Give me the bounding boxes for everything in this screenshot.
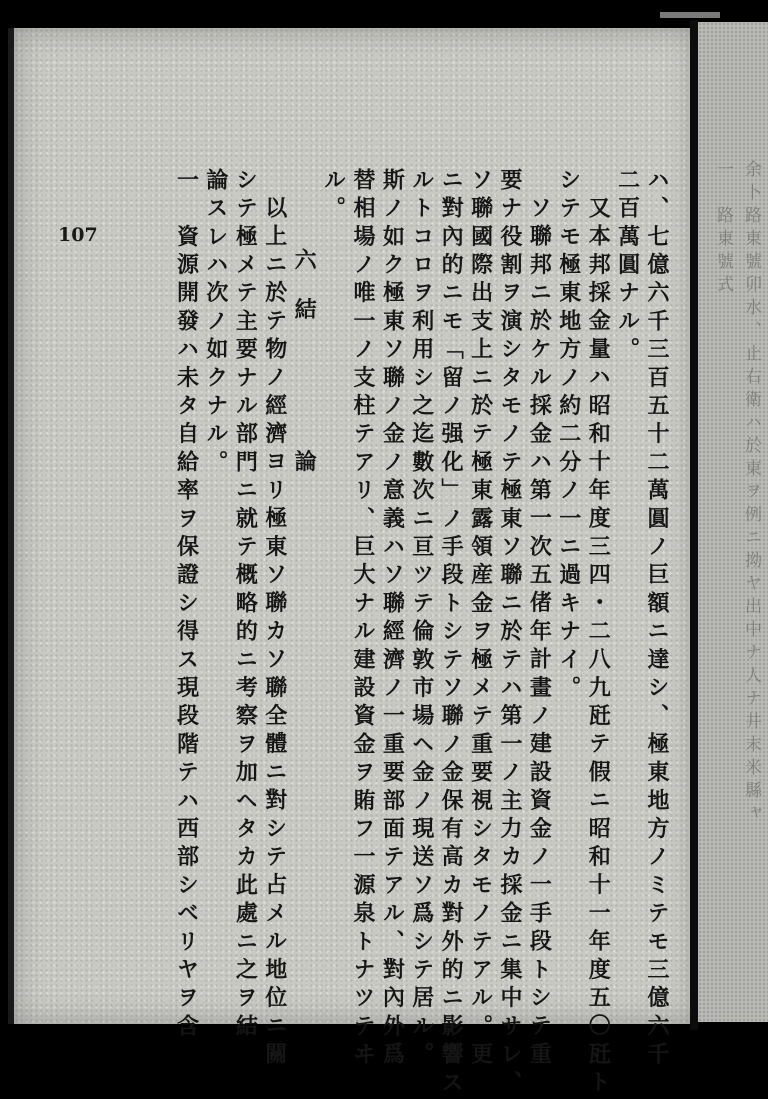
facing-text-line: 一 路東號式 bbox=[713, 160, 733, 298]
text-line: 二百萬圓ナル。 bbox=[614, 168, 641, 366]
text-line: ハ、七億六千三百五十二萬圓ノ巨額ニ達シ、極東地方ノミテモ三億六千 bbox=[644, 168, 670, 1071]
facing-text-line: 余卜路東號卯水、止右衛ハ於東ヲ例ニ拗ヤ出中ナ人ナ井末米縣ャ bbox=[741, 160, 761, 827]
book-page bbox=[8, 28, 696, 1099]
text-line: 要ナ役割ヲ演シタモノテ極東ソ聯ニ於テハ第一ノ主力カ採金ニ集中サレ、 bbox=[496, 168, 523, 1099]
text-line: ソ聯國際出支上ニ於テ極東露領産金ヲ極メテ重要視シタモノテアル。更 bbox=[467, 168, 494, 1071]
text-line: 斯ノ如ク極東ソ聯ノ金ノ意義ハソ聯經濟ノ一重要部面テアル、對內外爲 bbox=[379, 168, 406, 1071]
text-line: 一 資源開發ハ未タ自給率ヲ保證シ得ス現段階テハ西部シベリヤヲ含 bbox=[173, 168, 200, 1043]
page-number: 107 bbox=[58, 224, 98, 246]
text-line: ルトコロヲ利用シ之迄數次ニ亘ツテ倫敦市場ヘ金ノ現送ソ爲シテ居ル。 bbox=[408, 168, 435, 1071]
section-heading bbox=[289, 168, 318, 1048]
text-line: 論スレハ次ノ如クナル。 bbox=[202, 168, 229, 479]
heading-word: 結 bbox=[291, 297, 318, 330]
heading-word: 論 bbox=[291, 449, 318, 482]
text-line: ル。 bbox=[320, 168, 347, 225]
section-number: 六 bbox=[291, 248, 318, 280]
book-gutter bbox=[690, 20, 698, 1030]
body-text bbox=[126, 168, 671, 1099]
text-line: ソ聯邦ニ於ケル採金ハ第一次五偖年計畫ノ建設資金ノ一手段トシテ重 bbox=[526, 196, 553, 1071]
facing-page bbox=[698, 22, 768, 1022]
scan-edge-strip bbox=[660, 12, 720, 18]
text-line: 以上ニ於テ物ノ經濟ヨリ極東ソ聯カソ聯全體ニ對シテ占メル地位ニ關 bbox=[261, 196, 288, 1071]
text-line: 又本邦採金量ハ昭和十年度三四・二八九瓩テ假ニ昭和十一年度五〇瓩ト bbox=[585, 196, 612, 1099]
text-line: シテ極メテ主要ナル部門ニ就テ概略的ニ考察ヲ加ヘタカ此處ニ之ヲ結 bbox=[232, 168, 259, 1043]
text-line: ニ對內的ニモ「留ノ强化」ノ手段トシテソ聯ノ金保有高カ對外的ニ影響ス bbox=[438, 168, 465, 1099]
text-line: 替相場ノ唯一ノ支柱テアリ、巨大ナル建設資金ヲ賄フ一源泉トナツテヰ bbox=[349, 168, 376, 1071]
text-line: シテモ極東地方ノ約二分ノ一ニ過キナイ。 bbox=[555, 168, 582, 704]
